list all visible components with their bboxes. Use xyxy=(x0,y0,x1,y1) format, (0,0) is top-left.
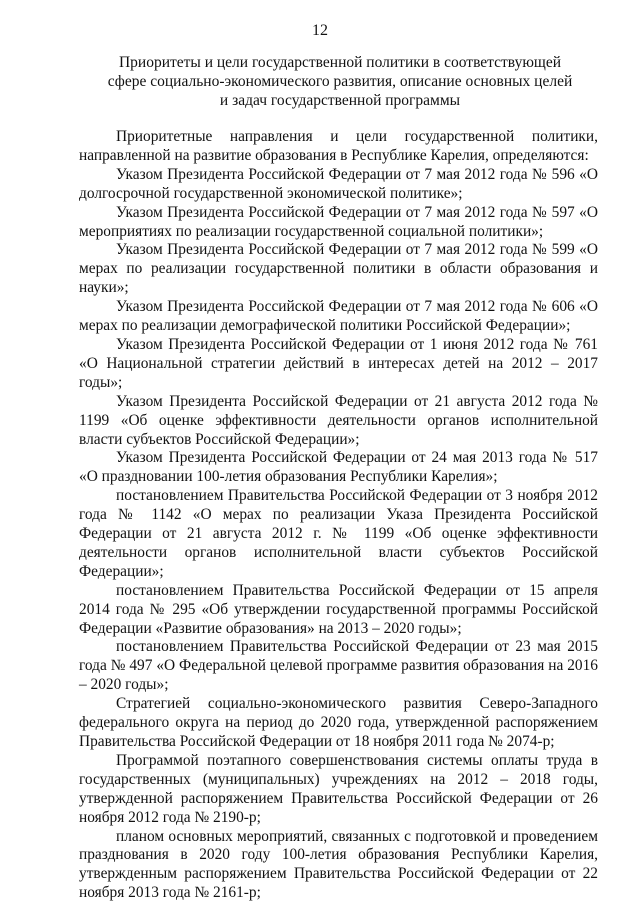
intro-paragraph: Приоритетные направления и цели государственной политики, направленной на развитие образования в Республике Карелия, определяются: xyxy=(79,128,598,164)
list-item: Указом Президента Российской Федерации от 21 августа 2012 года № 1199 «Об оценке эффективности деятельности органов исполнительной власти субъектов Российской Федерации»; xyxy=(79,392,598,448)
list-item: Программой поэтапного совершенствования системы оплаты труда в государственных (муниципальных) учреждениях на 2012 – 2018 годы, утвержденной распоряжением Правительства Российской Федерации от 26 ноября 2012 года № 2190-р; xyxy=(79,751,598,826)
list-item: Указом Президента Российской Федерации от 24 мая 2013 года № 517 «О праздновании 100-летия образования Республики Карелия»; xyxy=(79,449,598,486)
list-item: постановлением Правительства Российской Федерации от 15 апреля 2014 года № 295 «Об утверждении государственной программы Российской Федерации «Развитие образования» на 2013 – 2020 годы»; xyxy=(79,581,598,637)
section-heading xyxy=(80,53,600,110)
list-item: Указом Президента Российской Федерации от 7 мая 2012 года № 599 «О мерах по реализации государственной политики в области образования и науки»; xyxy=(79,241,598,297)
heading-line: сфере социально-экономического развития, описание основных целей xyxy=(107,73,573,90)
list-item: постановлением Правительства Российской Федерации от 3 ноября 2012 года № 1142 «О мерах по реализации Указа Президента Российской Федерации от 21 августа 2012 г. № 1199 «Об оценке эффективности деятельности органов исполнительной власти субъектов Российской Федерации»; xyxy=(79,487,598,580)
list-item: Указом Президента Российской Федерации от 7 мая 2012 года № 597 «О мероприятиях по реализации государственной социальной политики»; xyxy=(79,203,598,240)
heading-line: Приоритеты и цели государственной политики в соответствующей xyxy=(118,54,562,71)
list-item: Стратегией социально-экономического развития Северо-Западного федерального округа на период до 2020 года, утвержденной распоряжением Правительства Российской Федерации от 18 ноября 2011 года № 2074-р; xyxy=(79,695,598,750)
list-item: планом основных мероприятий, связанных с подготовкой и проведением празднования в 2020 году 100-летия образования Республики Карелия, утвержденным распоряжением Правительства Российской Федерации от 22 ноября 2013 года № 2161-р; xyxy=(79,827,598,902)
heading-line: и задач государственной программы xyxy=(219,92,461,109)
page-number: 12 xyxy=(312,22,328,39)
list-item: Указом Президента Российской Федерации от 7 мая 2012 года № 596 «О долгосрочной государственной экономической политике»; xyxy=(79,165,598,202)
list-item: Указом Президента Российской Федерации от 1 июня 2012 года № 761 «О Национальной стратегии действий в интересах детей на 2012 – 2017 годы»; xyxy=(79,335,598,391)
document-body xyxy=(79,128,598,903)
list-item: постановлением Правительства Российской Федерации от 23 мая 2015 года № 497 «О Федеральной целевой программе развития образования на 2016 – 2020 годы»; xyxy=(79,638,598,694)
list-item: Указом Президента Российской Федерации от 7 мая 2012 года № 606 «О мерах по реализации демографической политики Российской Федерации»; xyxy=(79,298,598,335)
